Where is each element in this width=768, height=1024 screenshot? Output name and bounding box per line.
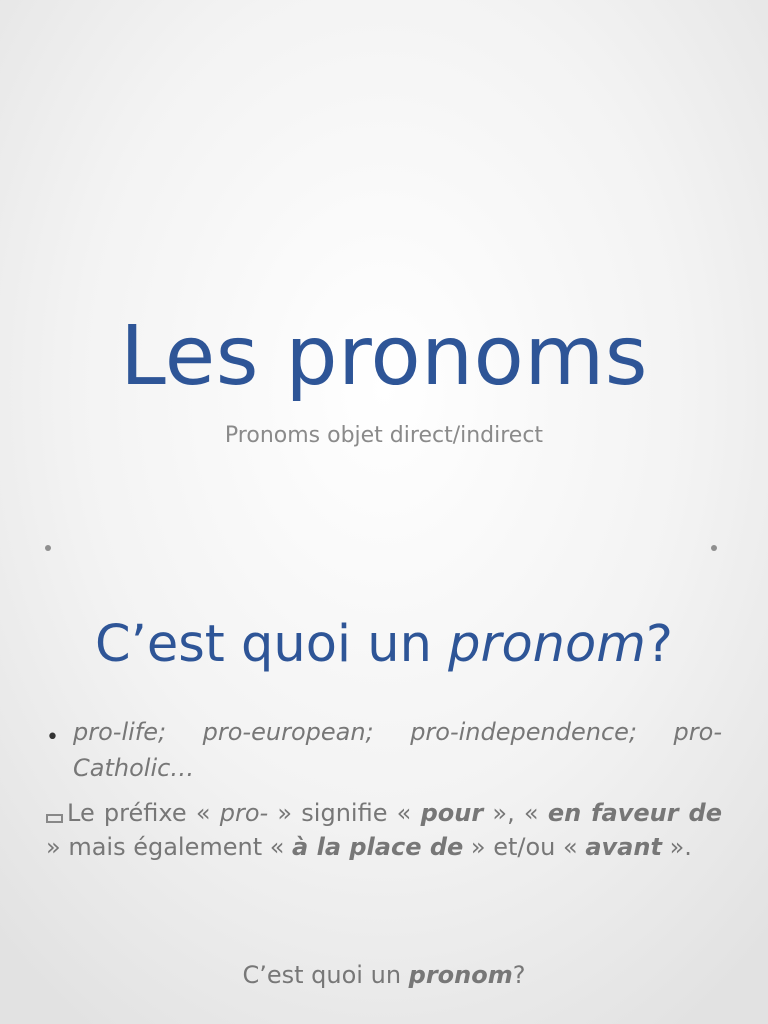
slide-heading <box>0 610 768 680</box>
para-emphasis: avant <box>585 833 662 861</box>
para-text: » signifie « <box>268 799 421 827</box>
dot-icon <box>45 545 51 551</box>
footer-question-mark: ? <box>512 961 526 989</box>
slide-subtitle: Pronoms objet direct/indirect <box>224 423 544 448</box>
bullet-text: pro-life; pro-european; pro-independence; pro-Catholic… <box>73 718 722 782</box>
bullet-list <box>46 714 722 786</box>
para-text: Le préfixe « <box>67 799 220 827</box>
footer-emphasis: pronom <box>408 961 513 989</box>
para-emphasis: pour <box>420 799 484 827</box>
slide-title: Les pronoms <box>120 309 648 404</box>
heading-question-mark: ? <box>645 615 673 674</box>
heading-text: C’est quoi un <box>95 615 449 674</box>
footer-question <box>0 958 768 992</box>
dot-icon <box>711 545 717 551</box>
list-item <box>46 714 722 786</box>
footer-text: C’est quoi un <box>242 961 409 989</box>
para-term: pro- <box>219 799 269 827</box>
heading-emphasis: pronom <box>448 615 646 674</box>
para-text: », « <box>483 799 548 827</box>
para-emphasis: à la place de <box>292 833 464 861</box>
para-text: » mais également « <box>46 833 293 861</box>
para-text: » et/ou « <box>463 833 586 861</box>
para-emphasis: en faveur de <box>547 799 722 827</box>
bullet-dot-icon: • <box>46 725 59 750</box>
para-text: ». <box>661 833 692 861</box>
definition-paragraph <box>46 796 722 864</box>
paragraph-marker-icon <box>46 814 63 823</box>
